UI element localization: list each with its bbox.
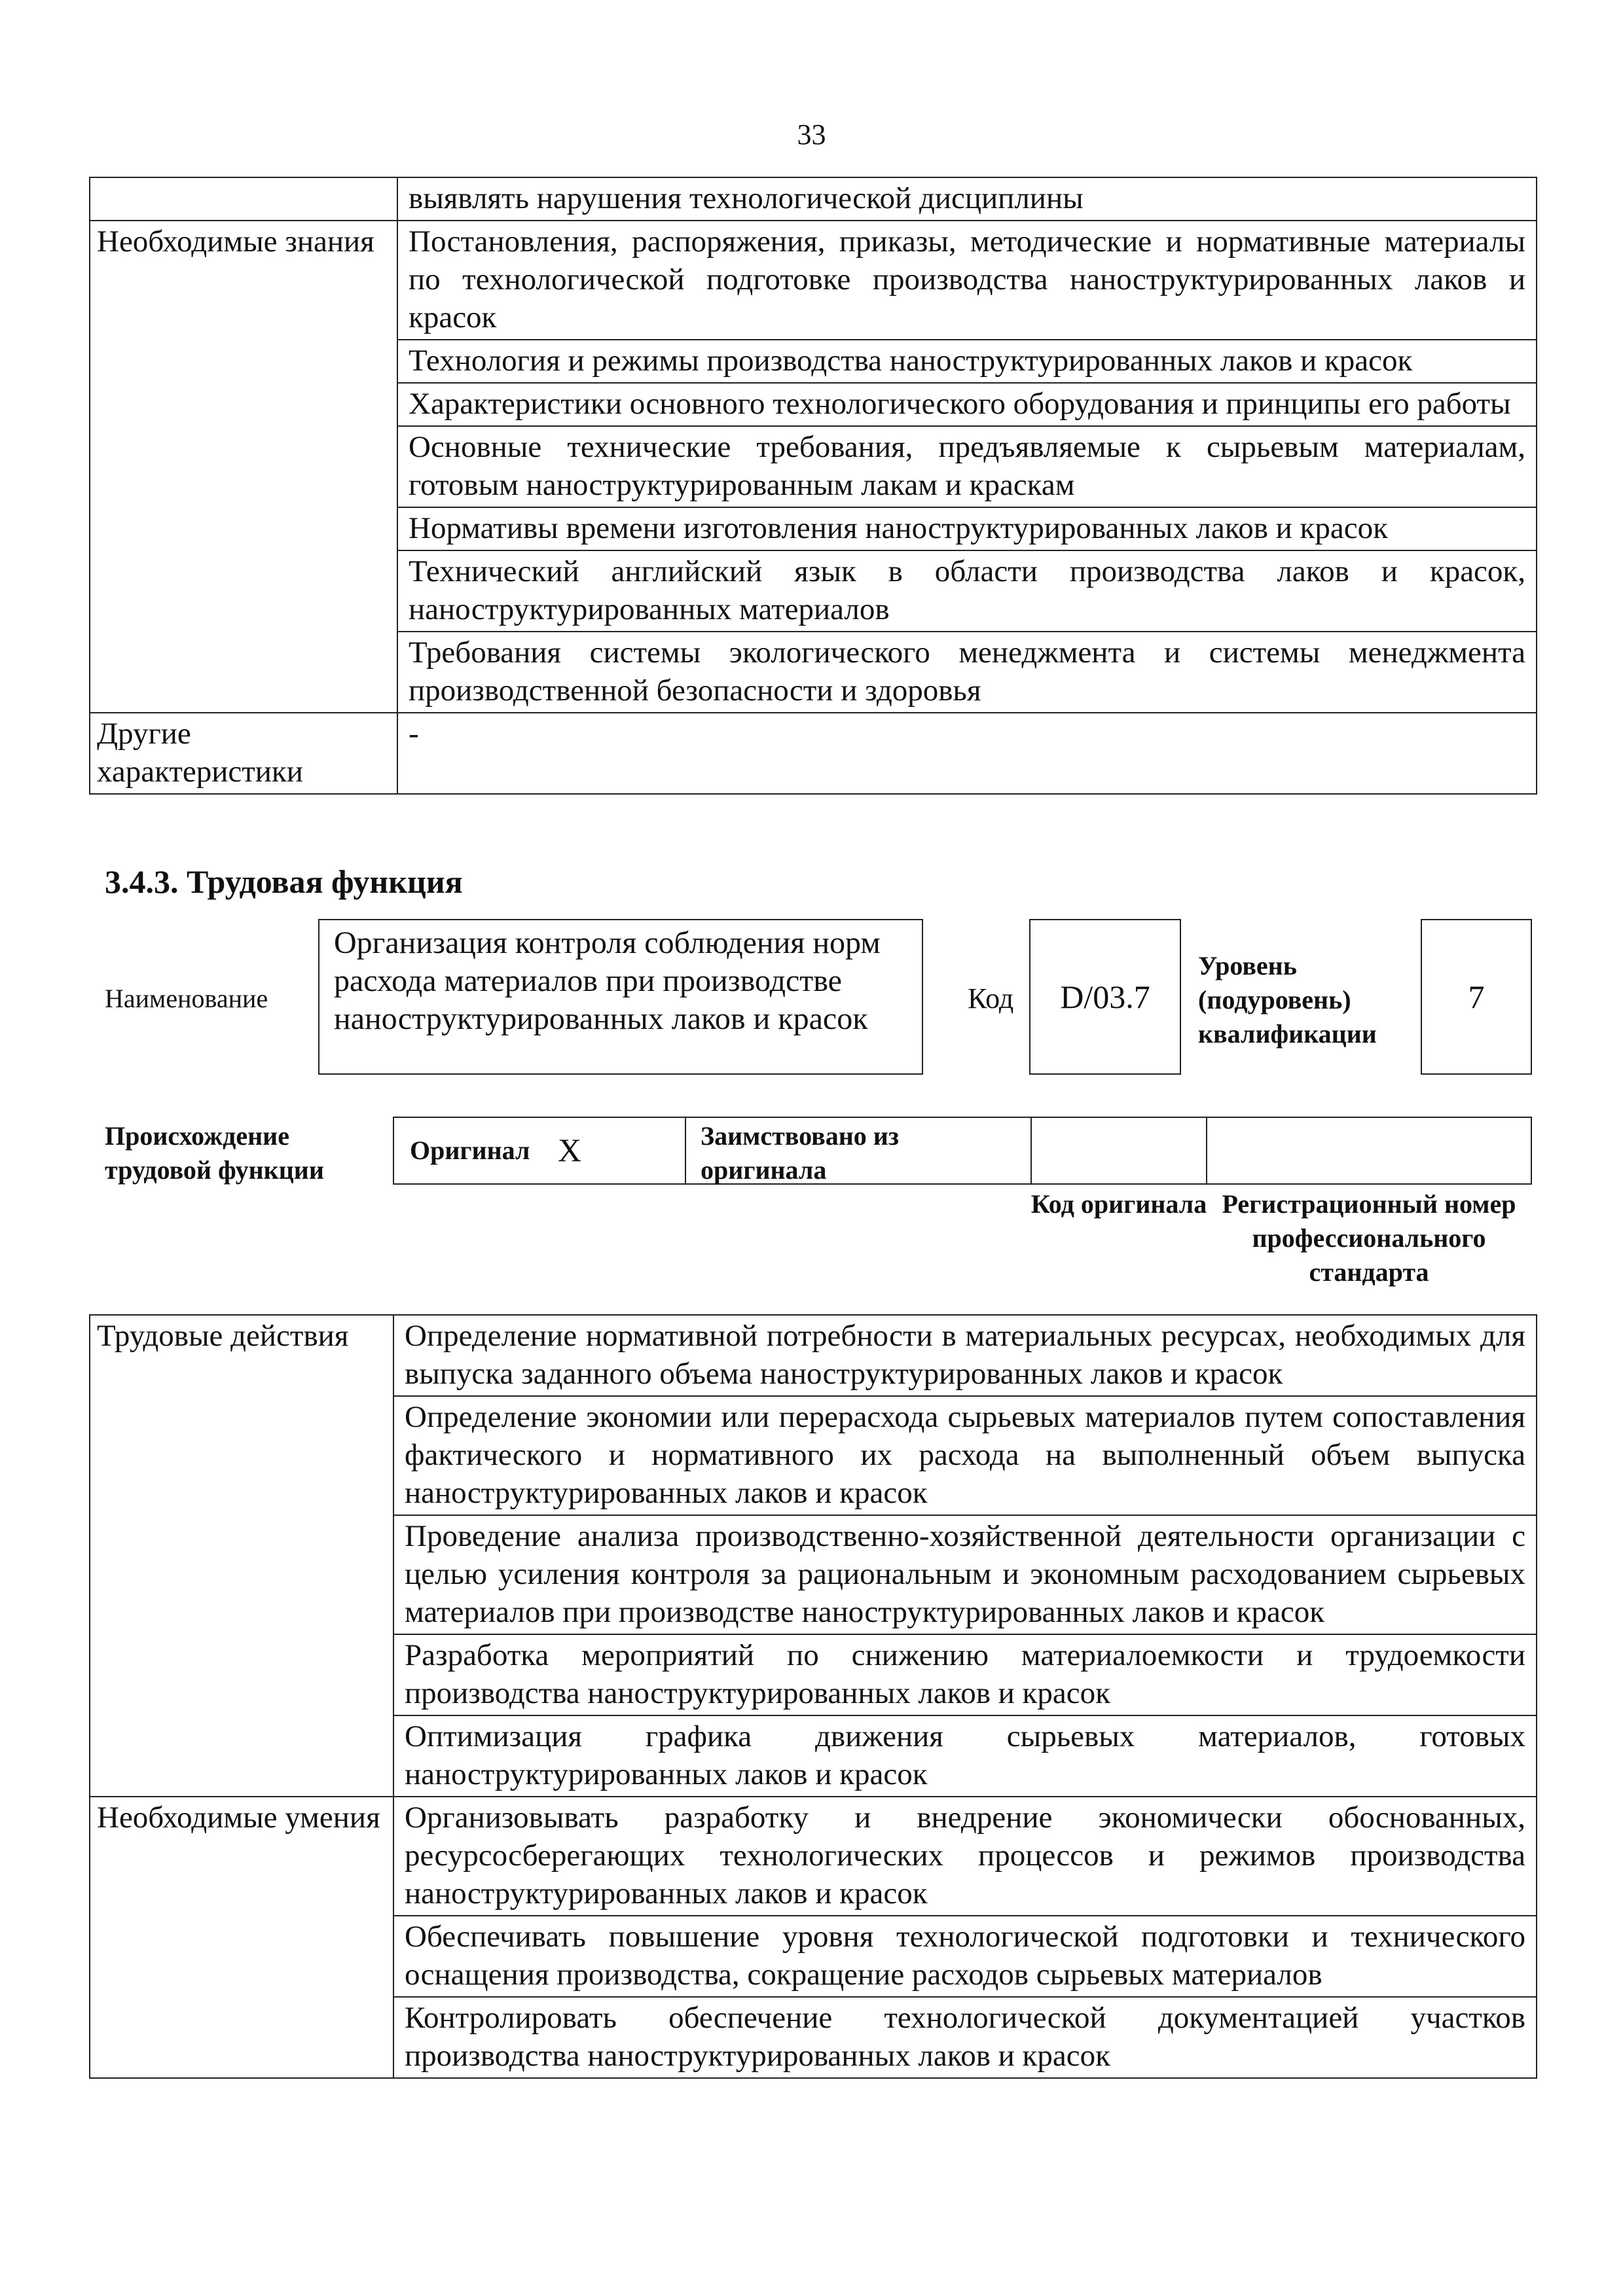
knowledge-item: Постановления, распоряжения, приказы, методические и нормативные материалы по технологической подготовке производства наноструктурированных лаков и красок [397, 221, 1537, 340]
level-label: Уровень (подуровень) квалификации [1198, 951, 1377, 1049]
skill-item: Контролировать обеспечение технологической документацией участков производства наноструктурированных лаков и красок [393, 1997, 1537, 2078]
knowledge-item: Основные технические требования, предъявляемые к сырьевым материалам, готовым наноструктурированным лакам и краскам [397, 426, 1537, 507]
table-row [90, 713, 1537, 794]
table-row [90, 1315, 1537, 1396]
name-label: Наименование [105, 984, 268, 1013]
original-code-cell [1030, 1117, 1207, 1185]
knowledge-item: Требования системы экологического менеджмента и системы менеджмента производственной безопасности и здоровья [397, 632, 1537, 713]
action-item: Оптимизация графика движения сырьевых материалов, готовых наноструктурированных лаков и красок [393, 1715, 1537, 1797]
code-box [1029, 919, 1181, 1075]
knowledge-table [89, 177, 1537, 795]
knowledge-item: Нормативы времени изготовления наноструктурированных лаков и красок [397, 507, 1537, 550]
knowledge-item: Технический английский язык в области производства лаков и красок, наноструктурированных материалов [397, 550, 1537, 632]
code-label: Код [968, 982, 1014, 1014]
borrowed-cell [685, 1117, 1032, 1185]
other-characteristics-label: Другие характеристики [90, 713, 397, 794]
skill-item: Организовывать разработку и внедрение экономически обоснованных, ресурсосберегающих технологических процессов и режимов производства наноструктурированных лаков и красок [393, 1797, 1537, 1916]
original-label: Оригинал [410, 1136, 530, 1165]
action-item: Разработка мероприятий по снижению материалоемкости и трудоемкости производства наноструктурированных лаков и красок [393, 1634, 1537, 1715]
required-knowledge-label: Необходимые знания [90, 221, 397, 713]
level-box [1421, 919, 1532, 1075]
borrowed-label: Заимствовано из оригинала [701, 1121, 899, 1185]
required-skills-label: Необходимые умения [90, 1797, 393, 2078]
knowledge-item: Характеристики основного технологического оборудования и принципы его работы [397, 383, 1537, 426]
action-item: Проведение анализа производственно-хозяйственной деятельности организации с целью усиления контроля за рациональным и экономным расходованием сырьевых материалов при производстве наноструктурированных лаков и красок [393, 1515, 1537, 1634]
action-item: Определение экономии или перерасхода сырьевых материалов путем сопоставления фактического и нормативного их расхода на выполненный объем выпуска наноструктурированных лаков и красок [393, 1396, 1537, 1515]
knowledge-item: Технология и режимы производства наноструктурированных лаков и красок [397, 340, 1537, 383]
action-item: Определение нормативной потребности в материальных ресурсах, необходимых для выпуска заданного объема наноструктурированных лаков и красок [393, 1315, 1537, 1396]
other-characteristics-value: - [397, 713, 1537, 794]
table-row [90, 221, 1537, 340]
registration-number-cell [1206, 1117, 1532, 1185]
skill-item: Обеспечивать повышение уровня технологической подготовки и технического оснащения производства, сокращение расходов сырьевых материалов [393, 1916, 1537, 1997]
row-item: выявлять нарушения технологической дисциплины [397, 177, 1537, 221]
section-heading: 3.4.3. Трудовая функция [105, 863, 463, 900]
original-mark: X [558, 1132, 582, 1168]
origin-label: Происхождение трудовой функции [105, 1121, 324, 1185]
function-name: Организация контроля соблюдения норм расхода материалов при производстве наноструктурированных лаков и красок [334, 925, 881, 1036]
function-code: D/03.7 [1060, 978, 1150, 1015]
original-code-caption: Код оригинала [1030, 1189, 1207, 1219]
table-row [90, 177, 1537, 221]
actions-skills-table [89, 1314, 1537, 2079]
function-name-box [318, 919, 923, 1075]
original-cell [393, 1117, 686, 1185]
qualification-level: 7 [1468, 978, 1485, 1015]
registration-number-caption: Регистрационный номер профессионального стандарта [1222, 1189, 1516, 1287]
row-label [90, 177, 397, 221]
page-number: 33 [797, 118, 826, 151]
labor-actions-label: Трудовые действия [90, 1315, 393, 1797]
table-row [90, 1797, 1537, 1916]
